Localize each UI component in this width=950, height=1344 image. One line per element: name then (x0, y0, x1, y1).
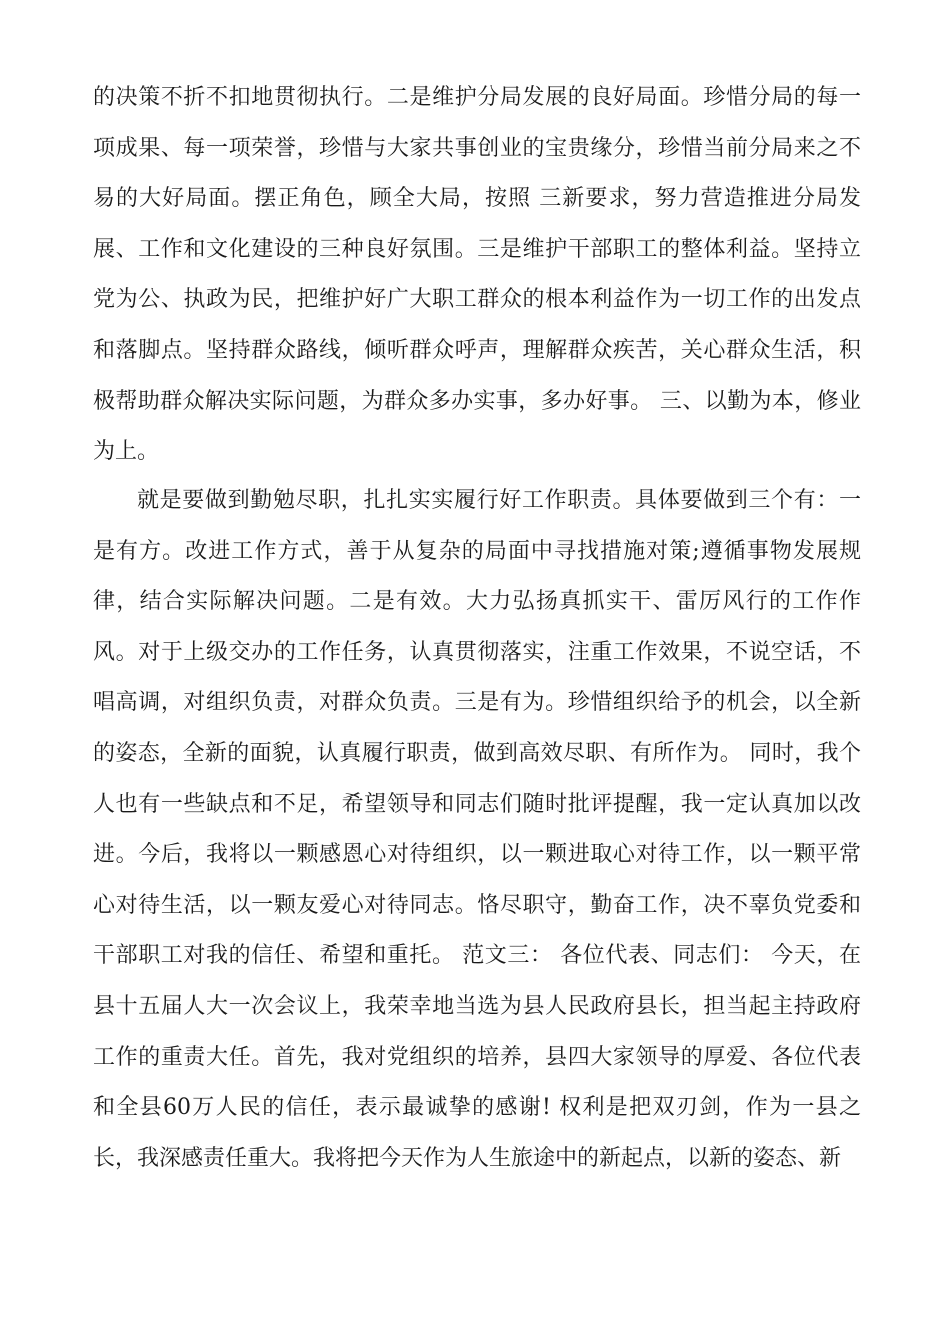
body-paragraph-1: 的决策不折不扣地贯彻执行。二是维护分局发展的良好局面。珍惜分局的每一项成果、每一项荣誉，珍惜与大家共事创业的宝贵缘分，珍惜当前分局来之不易的大好局面。摆正角色，顾全大局，按照 三新要求，努力营造推进分局发展、工作和文化建设的三种良好氛围。三是维护干部职工的整体利益。坚持立党为公、执政为民，把维护好广大职工群众的根本利益作为一切工作的出发点和落脚点。坚持群众路线，倾听群众呼声，理解群众疾苦，关心群众生活，积极帮助群众解决实际问题，为群众多办实事，多办好事。 三、以勤为本，修业为上。 (93, 85, 861, 465)
body-paragraph-2: 就是要做到勤勉尽职，扎扎实实履行好工作职责。具体要做到三个有：一是有方。改进工作方式，善于从复杂的局面中寻找措施对策;遵循事物发展规律，结合实际解决问题。二是有效。大力弘扬真抓实干、雷厉风行的工作作风。对于上级交办的工作任务，认真贯彻落实，注重工作效果，不说空话，不唱高调，对组织负责，对群众负责。三是有为。珍惜组织给予的机会，以全新的姿态，全新的面貌，认真履行职责，做到高效尽职、有所作为。 同时，我个人也有一些缺点和不足，希望领导和同志们随时批评提醒，我一定认真加以改进。今后，我将以一颗感恩心对待组织，以一颗进取心对待工作，以一颗平常心对待生活，以一颗友爱心对待同志。恪尽职守，勤奋工作，决不辜负党委和干部职工对我的信任、希望和重托。 范文三： 各位代表、同志们： 今天，在县十五届人大一次会议上，我荣幸地当选为县人民政府县长，担当起主持政府工作的重责大任。首先，我对党组织的培养，县四大家领导的厚爱、各位代表和全县60万人民的信任，表示最诚挚的感谢! 权利是把双刃剑，作为一县之长，我深感责任重大。我将把今天作为人生旅途中的新起点，以新的姿态、新 (93, 488, 861, 1171)
